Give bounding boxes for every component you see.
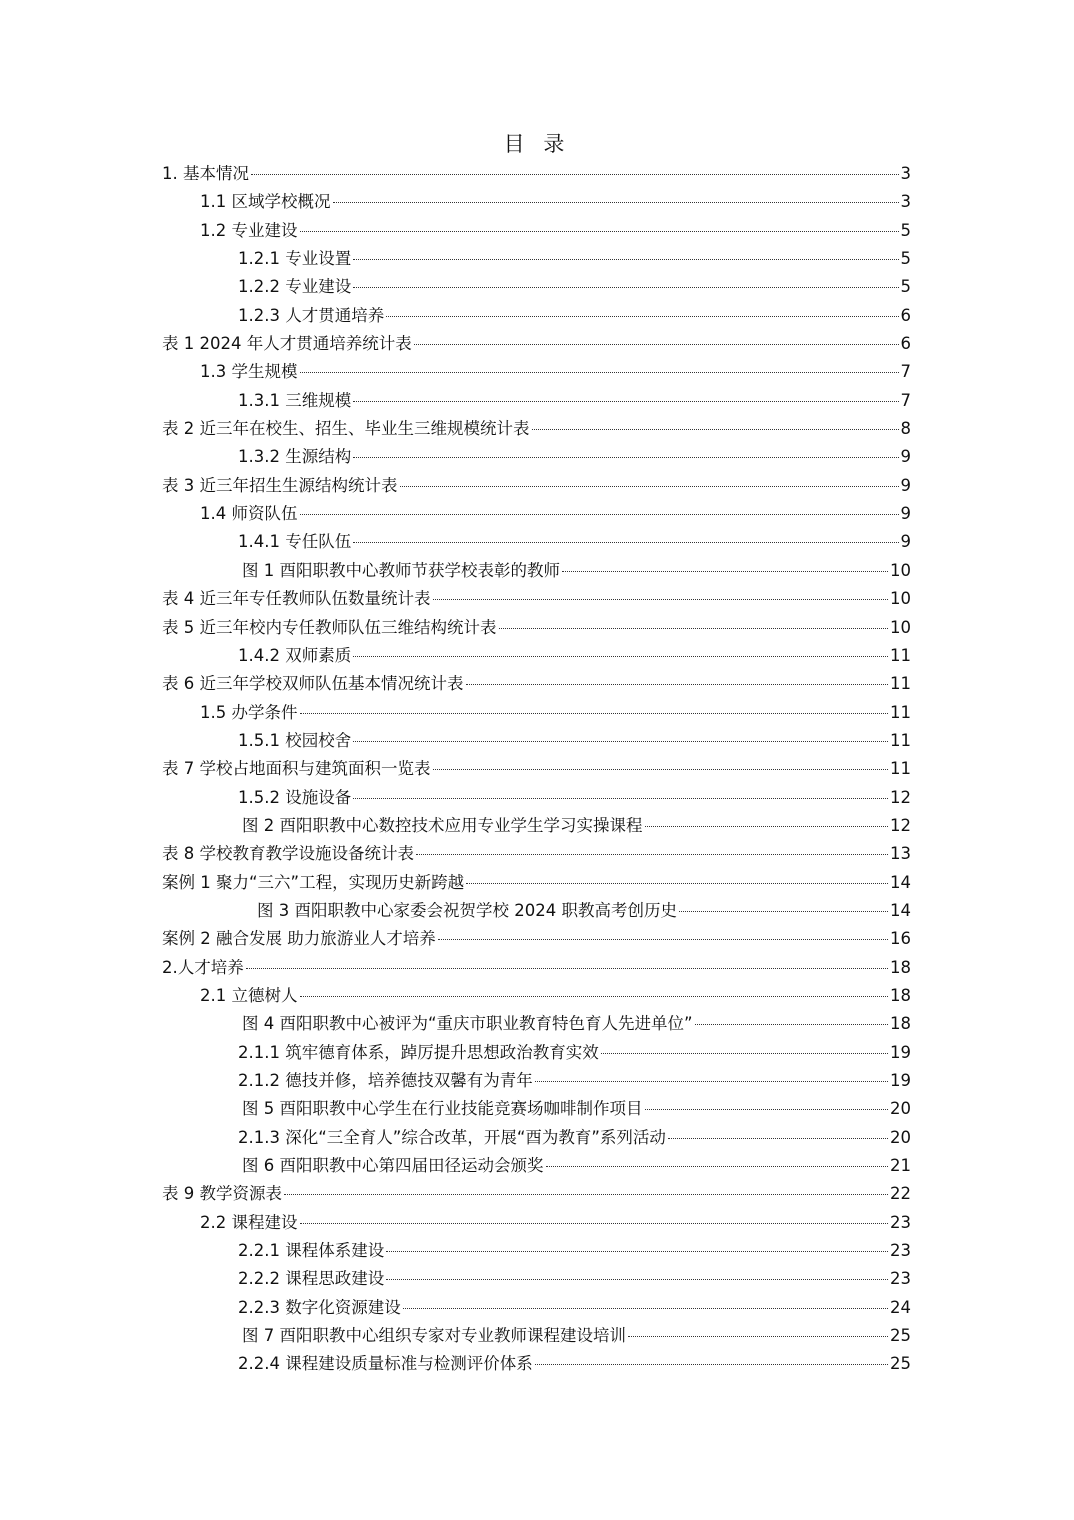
toc-entry[interactable]: [162, 1350, 911, 1378]
toc-entry-title: 1.2.3 人才贯通培养: [238, 305, 385, 325]
toc-entry-title: 表 1 2024 年人才贯通培养统计表: [162, 334, 412, 354]
toc-entry-page-number: 12: [890, 815, 911, 835]
toc-entry[interactable]: [162, 330, 911, 358]
toc-entry-page-number: 23: [890, 1269, 911, 1289]
toc-entry-page-number: 11: [890, 674, 911, 694]
dot-leader: [438, 938, 888, 940]
toc-entry-title: 1.5.1 校园校舍: [238, 730, 352, 750]
toc-entry[interactable]: [162, 500, 911, 528]
toc-entry-title: 1. 基本情况: [162, 164, 249, 183]
dot-leader: [300, 712, 889, 714]
toc-entry-page-number: 8: [900, 419, 911, 439]
dot-leader: [353, 400, 898, 402]
dot-leader: [499, 627, 889, 629]
toc-entry-title: 表 6 近三年学校双师队伍基本情况统计表: [162, 674, 464, 694]
dot-leader: [353, 258, 898, 260]
toc-entry-title: 2.2.3 数字化资源建设: [238, 1297, 401, 1317]
toc-entry[interactable]: [162, 1039, 911, 1067]
toc-entry-page-number: 5: [900, 249, 911, 269]
toc-entry[interactable]: [162, 727, 911, 755]
dot-leader: [668, 1137, 888, 1139]
dot-leader: [300, 1222, 889, 1224]
toc-entry[interactable]: [162, 1237, 911, 1265]
toc-entry[interactable]: [162, 557, 911, 585]
toc-entry-title: 2.2.2 课程思政建设: [238, 1269, 385, 1289]
toc-entry-page-number: 11: [890, 702, 911, 722]
toc-entry-title: 2.1.1 筑牢德育体系，踔厉提升思想政治教育实效: [238, 1042, 599, 1062]
toc-entry-page-number: 18: [890, 957, 911, 977]
toc-entry[interactable]: [162, 1067, 911, 1095]
toc-entry-page-number: 18: [890, 1014, 911, 1034]
toc-entry-title: 1.3.1 三维规模: [238, 390, 352, 410]
toc-entry-title: 2.1.2 德技并修，培养德技双馨有为青年: [238, 1071, 533, 1090]
dot-leader: [246, 967, 888, 969]
dot-leader: [679, 910, 888, 912]
dot-leader: [466, 882, 888, 884]
toc-entry-page-number: 3: [900, 192, 911, 212]
dot-leader: [300, 513, 899, 515]
toc-entry-page-number: 3: [900, 164, 911, 183]
toc-entry[interactable]: [162, 755, 911, 783]
toc-entry[interactable]: [162, 160, 911, 188]
toc-entry[interactable]: [162, 1209, 911, 1237]
dot-leader: [532, 428, 899, 430]
toc-entry-title: 1.4 师资队伍: [200, 504, 298, 524]
dot-leader: [433, 768, 889, 770]
toc-entry-title: 2.2.1 课程体系建设: [238, 1241, 385, 1261]
toc-entry-page-number: 16: [890, 929, 911, 949]
toc-entry-page-number: 9: [900, 532, 911, 552]
dot-leader: [353, 456, 898, 458]
toc-entry-title: 1.3 学生规模: [200, 362, 298, 382]
dot-leader: [414, 343, 899, 345]
dot-leader: [353, 797, 888, 799]
dot-leader: [386, 1250, 888, 1252]
toc-entry-title: 图 4 酉阳职教中心被评为“重庆市职业教育特色育人先进单位”: [242, 1014, 693, 1034]
toc-entry[interactable]: [162, 273, 911, 301]
toc-entry[interactable]: [162, 302, 911, 330]
toc-entry-title: 图 2 酉阳职教中心数控技术应用专业学生学习实操课程: [242, 815, 643, 835]
toc-entry[interactable]: [162, 699, 911, 727]
dot-leader: [353, 541, 898, 543]
toc-entry[interactable]: [162, 1322, 911, 1350]
toc-entry-page-number: 7: [900, 362, 911, 382]
dot-leader: [400, 485, 899, 487]
toc-entry-page-number: 12: [890, 787, 911, 807]
toc-entry-title: 1.5 办学条件: [200, 702, 298, 722]
toc-entry-title: 2.1 立德树人: [200, 985, 298, 1005]
toc-entry[interactable]: [162, 1124, 911, 1152]
toc-entry[interactable]: [162, 415, 911, 443]
toc-entry-page-number: 6: [900, 334, 911, 354]
toc-entry-page-number: 22: [890, 1184, 911, 1204]
toc-entry[interactable]: [162, 925, 911, 953]
toc-entry[interactable]: [162, 358, 911, 386]
toc-entry[interactable]: [162, 1265, 911, 1293]
toc-entry[interactable]: [162, 982, 911, 1010]
toc-entry-page-number: 9: [900, 504, 911, 524]
dot-leader: [535, 1363, 888, 1365]
toc-entry-title: 1.1 区域学校概况: [200, 192, 331, 212]
toc-entry-page-number: 24: [890, 1297, 911, 1317]
toc-entry-page-number: 23: [890, 1212, 911, 1232]
toc-entry-page-number: 25: [890, 1354, 911, 1374]
toc-entry-title: 案例 2 融合发展 助力旅游业人才培养: [162, 929, 436, 949]
toc-entry[interactable]: [162, 1010, 911, 1038]
dot-leader: [645, 825, 889, 827]
toc-entry-page-number: 6: [900, 305, 911, 325]
toc-entry[interactable]: [162, 784, 911, 812]
toc-entry[interactable]: [162, 1152, 911, 1180]
dot-leader: [300, 230, 899, 232]
toc-entry[interactable]: [162, 528, 911, 556]
toc-entry-title: 图 7 酉阳职教中心组织专家对专业教师课程建设培训: [242, 1326, 626, 1346]
toc-entry-page-number: 18: [890, 985, 911, 1005]
toc-entry-page-number: 19: [890, 1071, 911, 1090]
toc-entry[interactable]: [162, 188, 911, 216]
dot-leader: [333, 201, 899, 203]
dot-leader: [386, 315, 898, 317]
toc-entry[interactable]: [162, 614, 911, 642]
toc-entry-title: 1.4.1 专任队伍: [238, 532, 352, 552]
toc-entry-page-number: 21: [890, 1156, 911, 1176]
dot-leader: [433, 598, 889, 600]
toc-entry[interactable]: [162, 443, 911, 471]
toc-entry-title: 表 8 学校教育教学设施设备统计表: [162, 844, 414, 864]
dot-leader: [601, 1052, 888, 1054]
toc-entry-page-number: 14: [890, 872, 911, 892]
toc-entry-title: 表 5 近三年校内专任教师队伍三维结构统计表: [162, 617, 497, 637]
dot-leader: [645, 1108, 889, 1110]
toc-entry-title: 2.2 课程建设: [200, 1212, 298, 1232]
toc-entry-page-number: 11: [890, 645, 911, 665]
toc-entry-page-number: 5: [900, 277, 911, 297]
toc-entry-page-number: 7: [900, 390, 911, 410]
toc-entry[interactable]: [162, 585, 911, 613]
dot-leader: [562, 570, 888, 572]
dot-leader: [300, 995, 889, 997]
toc-entry[interactable]: [162, 1294, 911, 1322]
toc-entry-page-number: 11: [890, 759, 911, 779]
toc-entry-title: 图 5 酉阳职教中心学生在行业技能竞赛场咖啡制作项目: [242, 1099, 643, 1119]
dot-leader: [300, 371, 899, 373]
toc-entry-page-number: 10: [890, 560, 911, 580]
dot-leader: [403, 1307, 888, 1309]
toc-entry-title: 1.2 专业建设: [200, 220, 298, 240]
dot-leader: [416, 853, 888, 855]
toc-entry[interactable]: [162, 642, 911, 670]
toc-entry-title: 表 2 近三年在校生、招生、毕业生三维规模统计表: [162, 419, 530, 439]
toc-entry-page-number: 13: [890, 844, 911, 864]
dot-leader: [546, 1165, 889, 1167]
toc-entry-page-number: 23: [890, 1241, 911, 1261]
toc-entry[interactable]: [162, 387, 911, 415]
dot-leader: [353, 286, 898, 288]
toc-entry-page-number: 9: [900, 475, 911, 495]
toc-entry-page-number: 9: [900, 447, 911, 467]
dot-leader: [353, 655, 888, 657]
toc-entry[interactable]: [162, 840, 911, 868]
toc-entry[interactable]: [162, 897, 911, 925]
toc-entry-page-number: 25: [890, 1326, 911, 1346]
dot-leader: [284, 1193, 888, 1195]
dot-leader: [353, 740, 888, 742]
toc-entry-page-number: 20: [890, 1099, 911, 1119]
toc-entry-title: 表 4 近三年专任教师队伍数量统计表: [162, 589, 431, 609]
toc-entry[interactable]: [162, 217, 911, 245]
toc-entry-title: 图 3 酉阳职教中心家委会祝贺学校 2024 职教高考创历史: [257, 900, 677, 920]
toc-entry-page-number: 10: [890, 589, 911, 609]
toc-entry[interactable]: [162, 670, 911, 698]
toc-entry-title: 2.1.3 深化“三全育人”综合改革，开展“酉为教育”系列活动: [238, 1127, 666, 1147]
toc-entry-title: 1.4.2 双师素质: [238, 645, 352, 665]
dot-leader: [695, 1023, 888, 1025]
toc-entry-title: 案例 1 聚力“三六”工程，实现历史新跨越: [162, 872, 465, 892]
toc-entry-title: 表 9 教学资源表: [162, 1184, 282, 1204]
toc-entry-title: 表 3 近三年招生生源结构统计表: [162, 475, 398, 495]
toc-entry-title: 表 7 学校占地面积与建筑面积一览表: [162, 759, 431, 779]
dot-leader: [535, 1080, 888, 1082]
toc-entry[interactable]: [162, 1095, 911, 1123]
toc-entry[interactable]: [162, 1180, 911, 1208]
toc-entry-page-number: 19: [890, 1042, 911, 1062]
toc-entry[interactable]: [162, 245, 911, 273]
toc-entry-title: 2.2.4 课程建设质量标准与检测评价体系: [238, 1354, 533, 1374]
toc-entry-title: 1.2.1 专业设置: [238, 249, 352, 269]
toc-entry-title: 图 6 酉阳职教中心第四届田径运动会颁奖: [242, 1156, 544, 1176]
toc-entry[interactable]: [162, 954, 911, 982]
table-of-contents: [162, 160, 911, 1379]
toc-entry-page-number: 20: [890, 1127, 911, 1147]
toc-entry-page-number: 10: [890, 617, 911, 637]
toc-entry-page-number: 11: [890, 730, 911, 750]
toc-entry-title: 1.2.2 专业建设: [238, 277, 352, 297]
toc-entry-title: 图 1 酉阳职教中心教师节获学校表彰的教师: [242, 560, 560, 580]
dot-leader: [251, 173, 899, 175]
toc-entry[interactable]: [162, 472, 911, 500]
page-title: 目 录: [503, 132, 571, 156]
toc-entry[interactable]: [162, 869, 911, 897]
toc-entry-title: 1.3.2 生源结构: [238, 447, 352, 467]
toc-entry-title: 2.人才培养: [162, 957, 244, 977]
dot-leader: [386, 1278, 888, 1280]
toc-entry-title: 1.5.2 设施设备: [238, 787, 352, 807]
dot-leader: [628, 1335, 888, 1337]
toc-entry-page-number: 14: [890, 900, 911, 920]
dot-leader: [466, 683, 889, 685]
toc-entry[interactable]: [162, 812, 911, 840]
toc-entry-page-number: 5: [900, 220, 911, 240]
